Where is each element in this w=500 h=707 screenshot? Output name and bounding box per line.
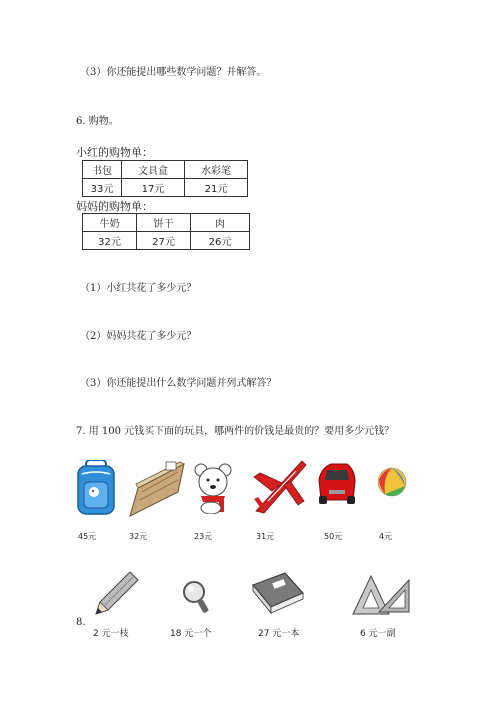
- toy-price: 45元: [78, 532, 97, 541]
- table-cell: 27元: [137, 232, 191, 250]
- table-cell: 肉: [191, 214, 250, 232]
- q5-part3-text: （3）你还能提出哪些数学问题？并解答。: [80, 67, 267, 78]
- set-square-icon: [349, 572, 413, 616]
- table-row: [83, 161, 248, 179]
- table-cell: 水彩笔: [185, 161, 248, 179]
- xiaohong-list-label: 小红的购物单：: [76, 146, 153, 159]
- q8-number: 8.: [76, 617, 86, 628]
- ship-icon: [128, 458, 186, 518]
- stationery-price: 6 元一副: [360, 629, 396, 639]
- table-row: [83, 232, 250, 250]
- table-cell: 牛奶: [83, 214, 137, 232]
- table-cell: 17元: [122, 179, 185, 197]
- mama-list-label: 妈妈的购物单：: [76, 200, 153, 213]
- toy-price: 32元: [129, 532, 148, 541]
- table-cell: 文具盒: [122, 161, 185, 179]
- xiaohong-shopping-table: [82, 160, 248, 197]
- toy-price: 23元: [194, 532, 213, 541]
- notebook-icon: [251, 571, 305, 615]
- stationery-price: 2 元一枝: [93, 629, 129, 639]
- q6-title: 6. 购物。: [76, 116, 119, 127]
- table-cell: 饼干: [137, 214, 191, 232]
- magnifying-glass-icon: [182, 580, 212, 614]
- table-cell: 26元: [191, 232, 250, 250]
- table-cell: 33元: [83, 179, 122, 197]
- pencil-icon: [94, 568, 140, 616]
- stationery-price: 27 元一本: [258, 629, 300, 639]
- toy-price: 50元: [324, 532, 343, 541]
- q7-text: 7. 用 100 元钱买下面的玩具，哪两件的价钱是最贵的？要用多少元钱？: [76, 426, 395, 437]
- q6-sub1: （1）小红共花了多少元？: [80, 283, 197, 294]
- toy-car-icon: [317, 460, 357, 506]
- backpack-icon: [76, 460, 116, 516]
- table-cell: 21元: [185, 179, 248, 197]
- beach-ball-icon: [377, 466, 407, 498]
- q6-sub3: （3）你还能提出什么数学问题并列式解答？: [80, 378, 277, 389]
- table-row: [83, 214, 250, 232]
- airplane-icon: [252, 455, 308, 515]
- q6-sub2: （2）妈妈共花了多少元？: [80, 331, 197, 342]
- mama-shopping-table: [82, 213, 250, 250]
- table-cell: 32元: [83, 232, 137, 250]
- teddy-bear-icon: [193, 462, 233, 514]
- table-row: [83, 179, 248, 197]
- toy-price: 31元: [256, 532, 275, 541]
- toy-price: 4元: [379, 532, 393, 541]
- table-cell: 书包: [83, 161, 122, 179]
- stationery-price: 18 元一个: [170, 629, 212, 639]
